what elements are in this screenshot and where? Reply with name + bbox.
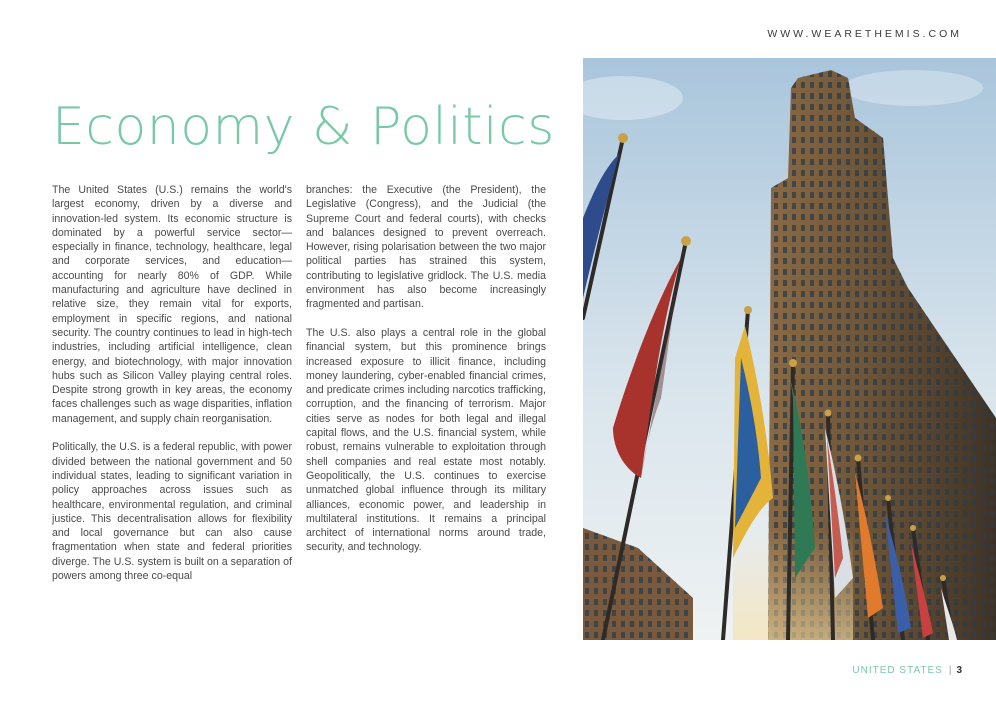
site-url[interactable]: WWW.WEARETHEMIS.COM xyxy=(767,28,962,40)
right-text-column xyxy=(306,183,546,569)
paragraph-branches: branches: the Executive (the President), the Legislative (Congress), and the Judicial (the Supreme Court and federal courts), with checks and balances designed to prevent overreach. However, rising polarisation between the two major political parties has strained this system, contributing to legislative gridlock. The U.S. media environment has also become increasingly fragmented and partisan. xyxy=(306,184,546,311)
footer-section-label: UNITED STATES xyxy=(852,665,943,676)
left-text-column xyxy=(52,183,292,598)
paragraph-finance: The U.S. also plays a central role in the global financial system, but this prominence brings increased exposure to illicit finance, including money laundering, cyber-enabled financial crimes, and predicate crimes including narcotics trafficking, corruption, and the financing of terrorism. Major cities serve as nodes for both legal and illegal capital flows, and the U.S. financial system, while robust, remains vulnerable to exploitation through shell companies and real estate most notably. Geopolitically, the U.S. continues to exercise unmatched global influence through its military alliances, economic power, and leadership in multilateral institutions. It remains a principal architect of international norms around trade, security, and technology. xyxy=(306,326,546,554)
page-title: Economy & Politics xyxy=(52,97,555,157)
skyscraper-flags-photo xyxy=(583,58,996,640)
paragraph-politics: Politically, the U.S. is a federal republic, with power divided between the national government and 50 individual states, leading to significant variation in policy approaches across issues such as healthcare, environmental regulation, and criminal justice. This decentralisation allows for flexibility and local governance but can also cause fragmentation when state and federal priorities diverge. The U.S. system is built on a separation of powers among three co-equal xyxy=(52,441,292,583)
footer-separator: | xyxy=(948,665,953,676)
page-number: 3 xyxy=(956,665,962,676)
page-footer xyxy=(852,665,962,676)
paragraph-economy: The United States (U.S.) remains the world's largest economy, driven by a diverse and innovation-led system. Its economic structure is dominated by a powerful service sector—especially in finance, technology, healthcare, legal and corporate services, and education—accounting for nearly 80% of GDP. While manufacturing and agriculture have declined in relative size, they remain vital for exports, employment in specific regions, and national security. The country continues to lead in high-tech industries, including artificial intelligence, clean energy, and biotechnology, with major innovation hubs such as Silicon Valley playing central roles. Despite strong growth in key areas, the economy faces challenges such as wage disparities, inflation management, and supply chain reorganisation. xyxy=(52,184,292,425)
